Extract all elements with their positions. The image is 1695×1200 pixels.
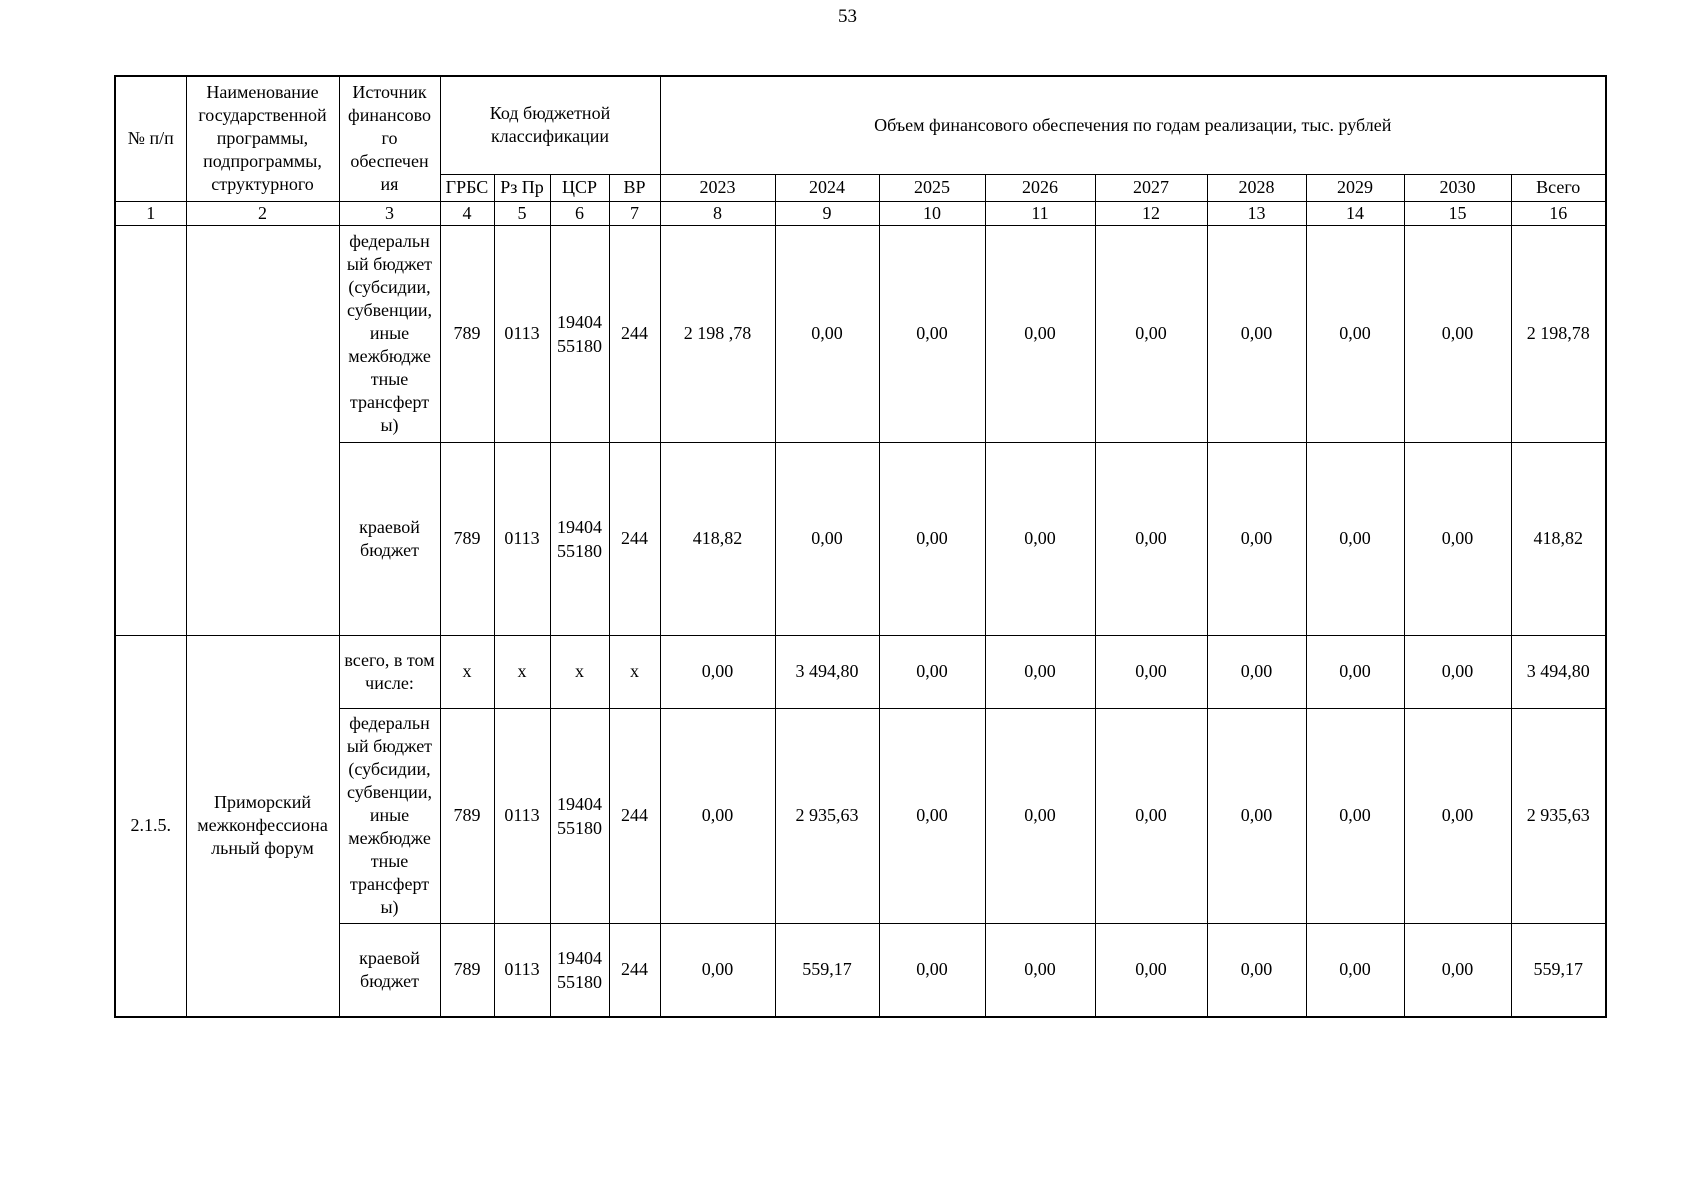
row-value: 0,00 <box>1306 442 1404 635</box>
col-number: 3 <box>339 201 440 225</box>
table-row <box>115 442 1606 635</box>
row-source: краевой бюджет <box>339 442 440 635</box>
col-number: 14 <box>1306 201 1404 225</box>
row-source: федеральн ый бюджет (субсидии, субвенции, иные межбюдже тные трансферт ы) <box>339 225 440 442</box>
row-value: 0,00 <box>1306 225 1404 442</box>
header-year: 2028 <box>1207 174 1306 201</box>
header-grbs: ГРБС <box>440 174 494 201</box>
row-value: 0,00 <box>879 442 985 635</box>
col-number: 12 <box>1095 201 1207 225</box>
row-name: Приморский межконфессиона льный форум <box>186 635 339 1017</box>
row-value: 0,00 <box>985 708 1095 923</box>
row-value: 0,00 <box>1207 635 1306 708</box>
row-value: 2 198 ,78 <box>660 225 775 442</box>
row-csr: 19404 55180 <box>550 708 609 923</box>
row-value: 0,00 <box>1404 708 1511 923</box>
col-number: 13 <box>1207 201 1306 225</box>
row-csr: x <box>550 635 609 708</box>
row-value: 0,00 <box>775 225 879 442</box>
col-number: 1 <box>115 201 186 225</box>
row-source: краевой бюджет <box>339 923 440 1017</box>
row-value: 0,00 <box>1404 635 1511 708</box>
header-volume-group: Объем финансового обеспечения по годам реализации, тыс. рублей <box>660 76 1606 174</box>
row-source: всего, в том числе: <box>339 635 440 708</box>
row-source: федеральн ый бюджет (субсидии, субвенции, иные межбюдже тные трансферт ы) <box>339 708 440 923</box>
row-value: 0,00 <box>1404 923 1511 1017</box>
row-value: 0,00 <box>1306 923 1404 1017</box>
col-number: 4 <box>440 201 494 225</box>
col-number: 6 <box>550 201 609 225</box>
header-rzpr: Рз Пр <box>494 174 550 201</box>
header-code-group: Код бюджетной классификации <box>440 76 660 174</box>
header-year: 2030 <box>1404 174 1511 201</box>
row-value: 0,00 <box>879 923 985 1017</box>
row-csr: 19404 55180 <box>550 923 609 1017</box>
col-number: 7 <box>609 201 660 225</box>
row-value: 0,00 <box>660 923 775 1017</box>
col-number: 10 <box>879 201 985 225</box>
row-value: 0,00 <box>879 708 985 923</box>
row-total: 3 494,80 <box>1511 635 1606 708</box>
row-total: 2 198,78 <box>1511 225 1606 442</box>
row-value: 0,00 <box>1207 708 1306 923</box>
row-value: 0,00 <box>1306 635 1404 708</box>
row-value: 0,00 <box>879 635 985 708</box>
header-year: 2026 <box>985 174 1095 201</box>
row-name-empty <box>186 225 339 635</box>
row-csr: 19404 55180 <box>550 225 609 442</box>
col-number: 11 <box>985 201 1095 225</box>
row-vr: x <box>609 635 660 708</box>
page-number: 53 <box>838 6 857 26</box>
row-value: 0,00 <box>660 635 775 708</box>
header-total: Всего <box>1511 174 1606 201</box>
row-num-empty <box>115 225 186 635</box>
row-value: 0,00 <box>660 708 775 923</box>
table-row <box>115 635 1606 708</box>
row-value: 0,00 <box>1095 635 1207 708</box>
row-grbs: 789 <box>440 442 494 635</box>
row-value: 0,00 <box>1207 225 1306 442</box>
row-value: 2 935,63 <box>775 708 879 923</box>
row-total: 559,17 <box>1511 923 1606 1017</box>
row-value: 0,00 <box>985 442 1095 635</box>
row-num: 2.1.5. <box>115 635 186 1017</box>
budget-table <box>114 75 1607 1018</box>
row-csr: 19404 55180 <box>550 442 609 635</box>
row-value: 0,00 <box>1404 225 1511 442</box>
row-value: 0,00 <box>879 225 985 442</box>
row-value: 418,82 <box>660 442 775 635</box>
row-rzpr: 0113 <box>494 708 550 923</box>
row-value: 0,00 <box>985 635 1095 708</box>
row-vr: 244 <box>609 225 660 442</box>
row-value: 0,00 <box>1207 923 1306 1017</box>
table-row <box>115 225 1606 442</box>
row-rzpr: 0113 <box>494 923 550 1017</box>
col-number: 5 <box>494 201 550 225</box>
row-value: 0,00 <box>1095 923 1207 1017</box>
header-year: 2027 <box>1095 174 1207 201</box>
header-year: 2025 <box>879 174 985 201</box>
column-number-row <box>115 201 1606 225</box>
header-source: Источник финансово го обеспечен ия <box>339 76 440 201</box>
header-name: Наименование государственной программы, подпрограммы, структурного <box>186 76 339 201</box>
header-year: 2023 <box>660 174 775 201</box>
col-number: 16 <box>1511 201 1606 225</box>
header-num: № п/п <box>115 76 186 201</box>
header-row-top <box>115 76 1606 174</box>
row-vr: 244 <box>609 923 660 1017</box>
col-number: 2 <box>186 201 339 225</box>
row-rzpr: 0113 <box>494 442 550 635</box>
row-total: 418,82 <box>1511 442 1606 635</box>
row-value: 0,00 <box>1207 442 1306 635</box>
header-vr: ВР <box>609 174 660 201</box>
row-value: 0,00 <box>1095 708 1207 923</box>
row-value: 0,00 <box>985 923 1095 1017</box>
row-value: 559,17 <box>775 923 879 1017</box>
header-year: 2029 <box>1306 174 1404 201</box>
row-rzpr: 0113 <box>494 225 550 442</box>
col-number: 8 <box>660 201 775 225</box>
row-value: 0,00 <box>985 225 1095 442</box>
row-value: 0,00 <box>1095 442 1207 635</box>
col-number: 15 <box>1404 201 1511 225</box>
row-value: 3 494,80 <box>775 635 879 708</box>
row-value: 0,00 <box>1095 225 1207 442</box>
header-year: 2024 <box>775 174 879 201</box>
row-grbs: 789 <box>440 225 494 442</box>
row-value: 0,00 <box>775 442 879 635</box>
col-number: 9 <box>775 201 879 225</box>
table-row <box>115 923 1606 1017</box>
row-grbs: 789 <box>440 708 494 923</box>
row-value: 0,00 <box>1306 708 1404 923</box>
row-total: 2 935,63 <box>1511 708 1606 923</box>
table-row <box>115 708 1606 923</box>
header-csr: ЦСР <box>550 174 609 201</box>
row-vr: 244 <box>609 708 660 923</box>
row-value: 0,00 <box>1404 442 1511 635</box>
row-rzpr: x <box>494 635 550 708</box>
row-grbs: 789 <box>440 923 494 1017</box>
row-vr: 244 <box>609 442 660 635</box>
row-grbs: x <box>440 635 494 708</box>
